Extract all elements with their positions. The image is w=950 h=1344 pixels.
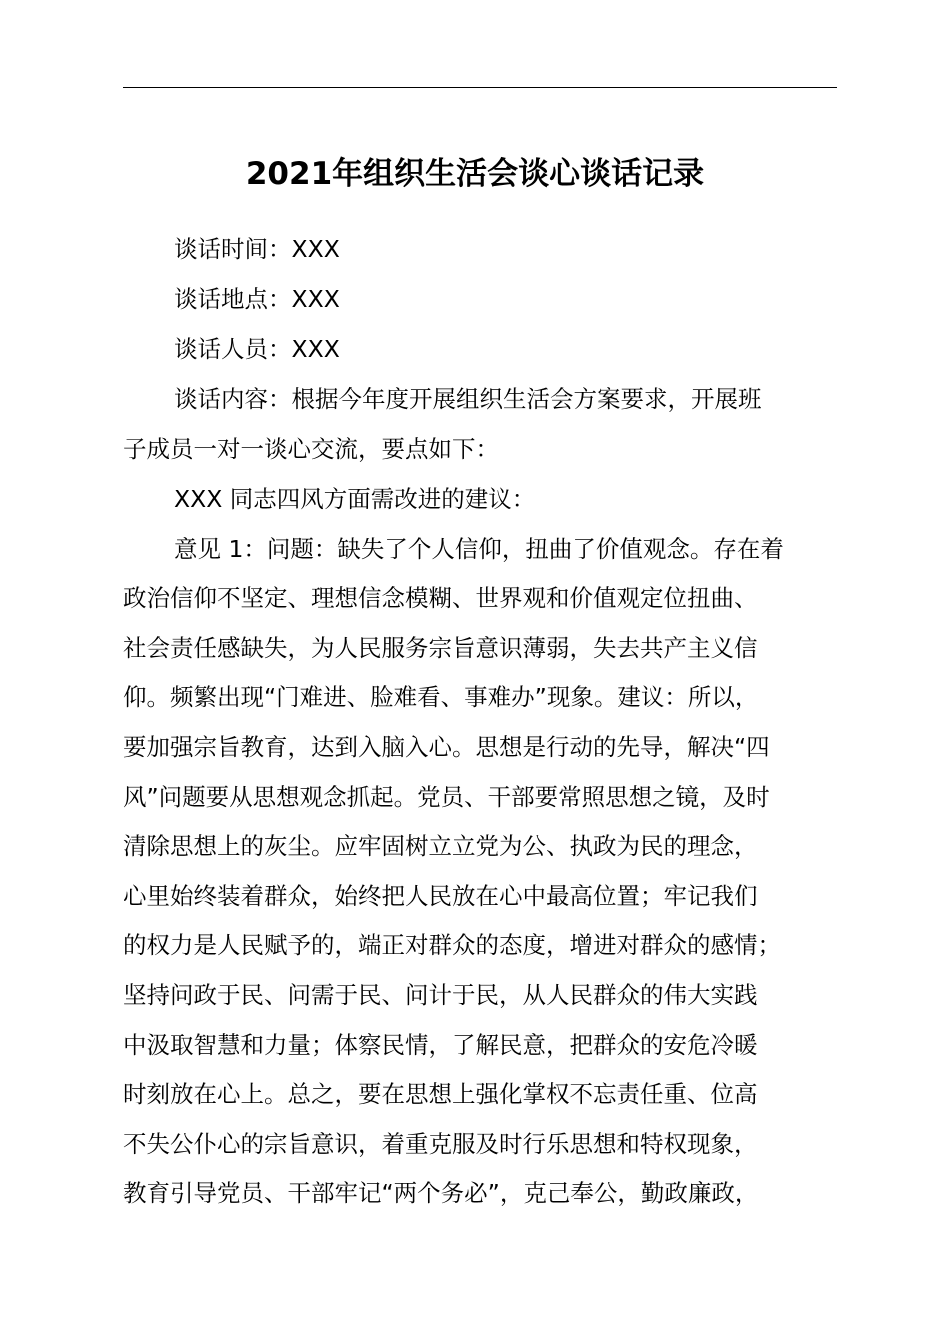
body-line: 政治信仰不坚定、理想信念模糊、世界观和价值观定位扭曲、 xyxy=(123,584,758,612)
body-line: 不失公仆心的宗旨意识，着重克服及时行乐思想和特权现象， xyxy=(123,1130,758,1158)
meta-talk-location: 谈话地点：XXX xyxy=(174,285,340,313)
section-heading: XXX 同志四风方面需改进的建议： xyxy=(174,485,536,513)
meta-talk-time: 谈话时间：XXX xyxy=(174,235,340,263)
body-line: 意见 1：问题：缺失了个人信仰，扭曲了价值观念。存在着 xyxy=(174,535,784,563)
body-line: 要加强宗旨教育，达到入脑入心。思想是行动的先导，解决“四 xyxy=(123,733,770,761)
body-line: 社会责任感缺失，为人民服务宗旨意识薄弱，失去共产主义信 xyxy=(123,634,758,662)
body-line: 教育引导党员、干部牢记“两个务必”，克己奉公，勤政廉政， xyxy=(123,1179,759,1207)
body-line: 风”问题要从思想观念抓起。党员、干部要常照思想之镜，及时 xyxy=(123,783,770,811)
body-line: 的权力是人民赋予的，端正对群众的态度，增进对群众的感情； xyxy=(123,931,781,959)
body-line: 坚持问政于民、问需于民、问计于民，从人民群众的伟大实践 xyxy=(123,981,758,1009)
header-rule xyxy=(123,87,837,88)
body-line: 仰。频繁出现“门难进、脸难看、事难办”现象。建议：所以， xyxy=(123,683,759,711)
body-line: 谈话内容：根据今年度开展组织生活会方案要求，开展班 xyxy=(174,385,762,413)
meta-talk-participants: 谈话人员：XXX xyxy=(174,335,340,363)
body-line: 心里始终装着群众，始终把人民放在心中最高位置；牢记我们 xyxy=(123,882,758,910)
body-line: 时刻放在心上。总之，要在思想上强化掌权不忘责任重、位高 xyxy=(123,1080,758,1108)
body-line: 子成员一对一谈心交流，要点如下： xyxy=(123,435,499,463)
body-line: 中汲取智慧和力量；体察民情，了解民意，把群众的安危冷暖 xyxy=(123,1031,758,1059)
body-line: 清除思想上的灰尘。应牢固树立立党为公、执政为民的理念， xyxy=(123,832,758,860)
document-title: 2021年组织生活会谈心谈话记录 xyxy=(245,156,705,192)
